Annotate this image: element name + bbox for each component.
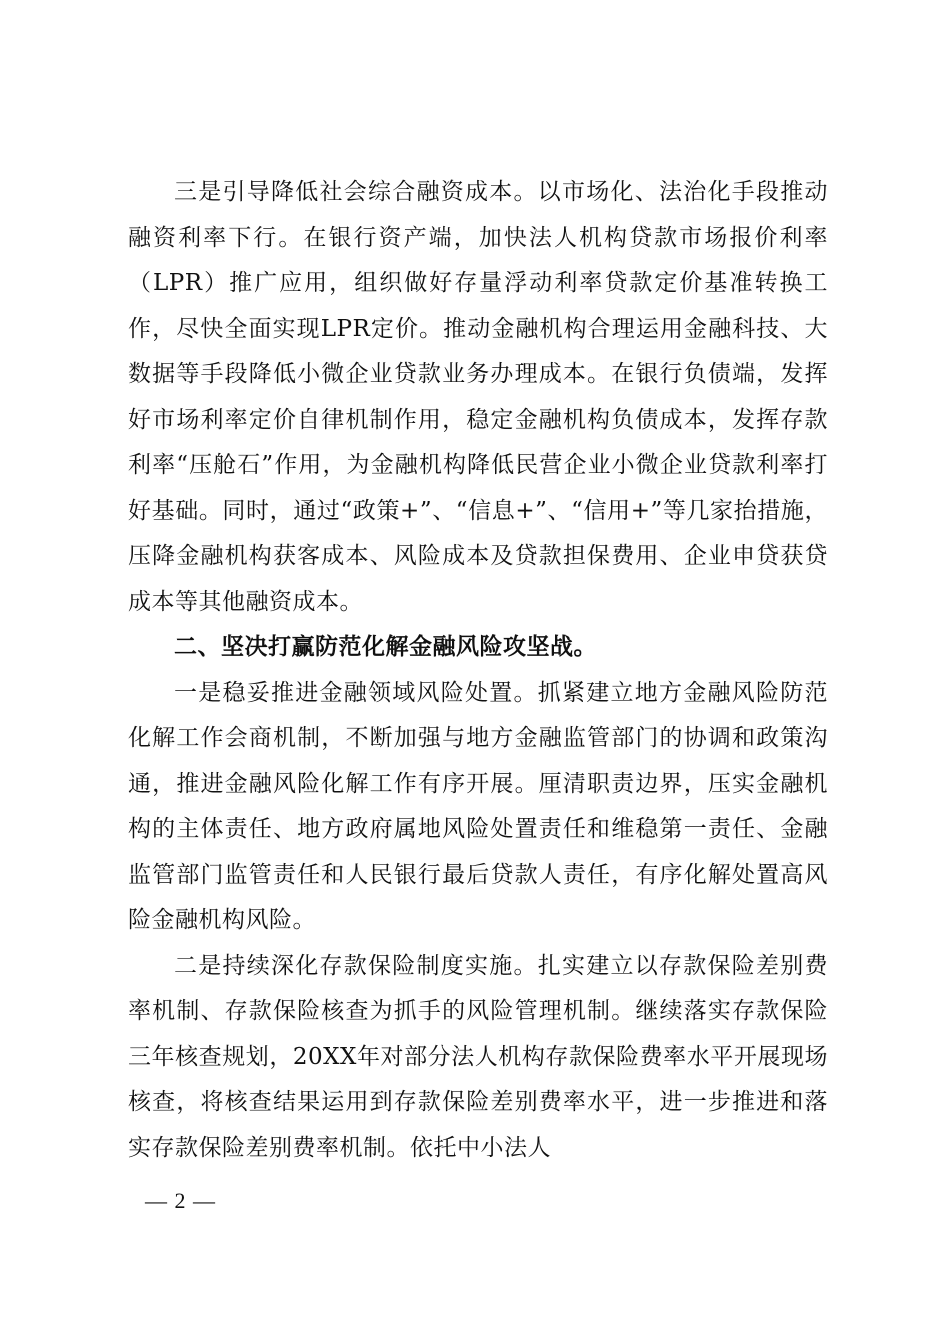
section-heading-financial-risk: 二、坚决打赢防范化解金融风险攻坚战。	[174, 634, 597, 660]
page-number: — 2 —	[145, 1188, 216, 1213]
paragraph-lower-financing-cost: 三是引导降低社会综合融资成本。以市场化、法治化手段推动融资利率下行。在银行资产端，加快法人机构贷款市场报价利率（LPR）推广应用，组织做好存量浮动利率贷款定价基准转换工作，尽快全面实现LPR定价。推动金融机构合理运用金融科技、大数据等手段降低小微企业贷款业务办理成本。在银行负债端，发挥好市场利率定价自律机制作用，稳定金融机构负债成本，发挥存款利率“压舱石”作用，为金融机构降低民营企业小微企业贷款利率打好基础。同时，通过“政策+”、“信息+”、“信用+”等几家抬措施，压降金融机构获客成本、风险成本及贷款担保费用、企业申贷获贷成本等其他融资成本。	[128, 179, 828, 615]
paragraph-deposit-insurance: 二是持续深化存款保险制度实施。扎实建立以存款保险差别费率机制、存款保险核查为抓手的风险管理机制。继续落实存款保险三年核查规划，20XX年对部分法人机构存款保险费率水平开展现场核查，将核查结果运用到存款保险差别费率水平，进一步推进和落实存款保险差别费率机制。依托中小法人	[128, 952, 828, 1161]
document-body	[128, 170, 828, 1171]
paragraph-risk-disposal: 一是稳妥推进金融领域风险处置。抓紧建立地方金融风险防范化解工作会商机制，不断加强与地方金融监管部门的协调和政策沟通，推进金融风险化解工作有序开展。厘清职责边界，压实金融机构的主体责任、地方政府属地风险处置责任和维稳第一责任、金融监管部门监管责任和人民银行最后贷款人责任，有序化解处置高风险金融机构风险。	[128, 679, 828, 933]
